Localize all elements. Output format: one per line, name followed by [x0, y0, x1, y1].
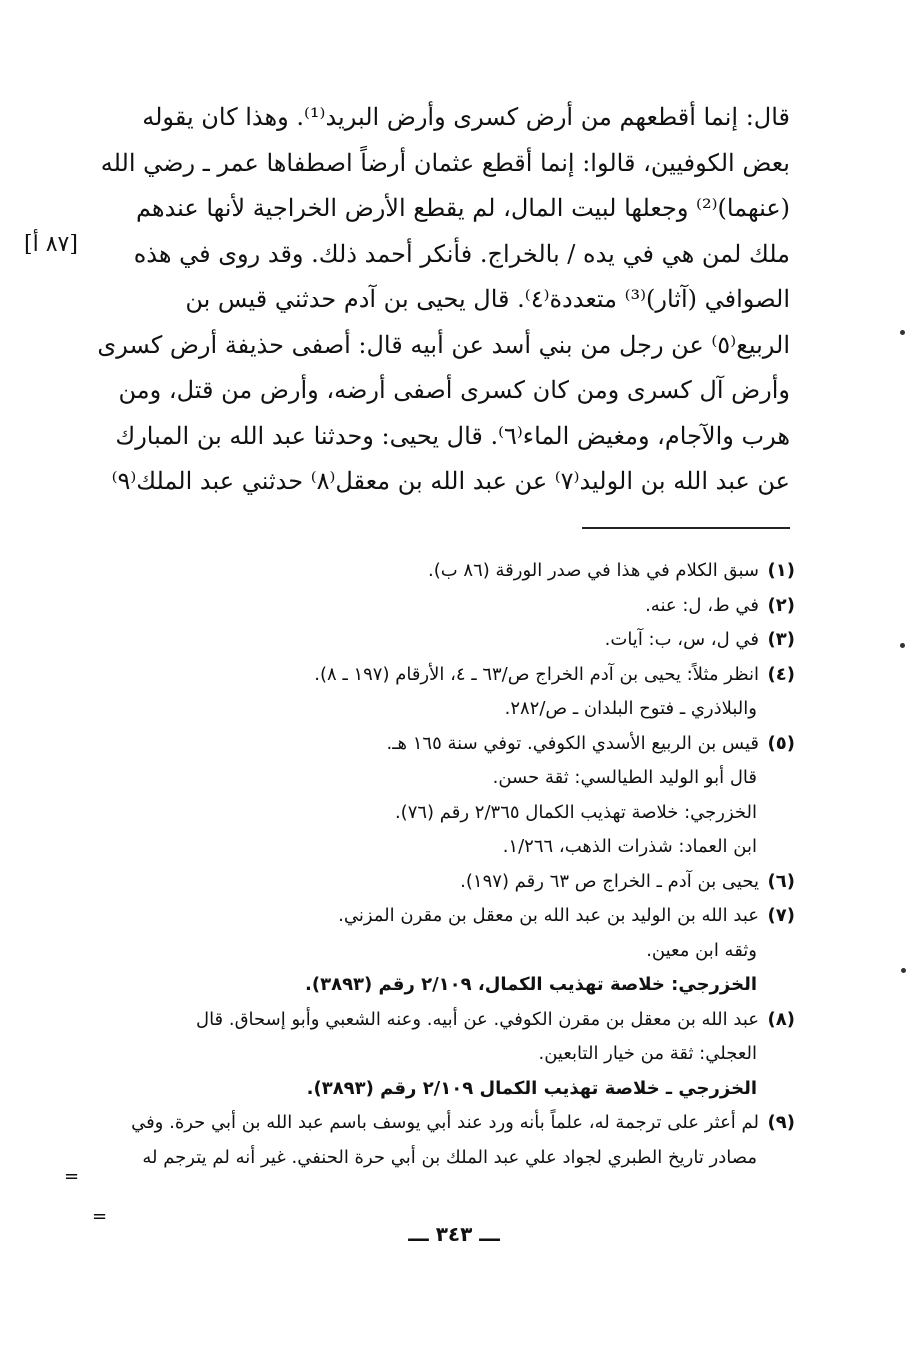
footnote-text: والبلاذري ـ فتوح البلدان ـ ص/٢٨٢.: [504, 698, 757, 719]
scan-speck: [901, 968, 906, 973]
footnote-text: عبد الله بن الوليد بن عبد الله بن معقل بن مقرن المزني.: [338, 905, 759, 926]
footnote-line: [60, 761, 795, 796]
footnote-text: وثقه ابن معين.: [646, 939, 757, 961]
footnote-line: [60, 865, 795, 900]
footnote-line: [60, 554, 795, 589]
manuscript-folio-reference: [٨٧ أ]: [24, 232, 78, 257]
footnote-text: الخزرجي: خلاصة تهذيب الكمال ٢/٣٦٥ رقم (٧٦).: [394, 801, 757, 823]
footnote-number: (٦): [767, 870, 795, 892]
main-text-line: ملك لمن هي في يده / بالخراج. فأنكر أحمد ذلك. وقد روى في هذه: [133, 239, 790, 268]
main-text-line: (عنهما)⁽²⁾ وجعلها لبيت المال، لم يقطع الأرض الخراجية لأنها عندهم: [135, 194, 790, 222]
footnote-line: [60, 658, 795, 693]
footnotes-block: [60, 554, 795, 1175]
footnote-line: [60, 899, 795, 934]
footnote-text: لم أعثر على ترجمة له، علماً بأنه ورد عند أبي يوسف باسم عبد الله بن أبي حرة. وفي: [131, 1112, 759, 1133]
footnote-text: في ط، ل: عنه.: [645, 594, 759, 616]
footnote-text: سبق الكلام في هذا في صدر الورقة (٨٦ ب).: [428, 560, 759, 581]
footnote-number: (٢): [767, 594, 795, 616]
main-text-line: وأرض آل كسرى ومن كان كسرى أصفى أرضه، وأرض من قتل، ومن: [118, 376, 790, 404]
footnote-number: (١): [767, 560, 795, 581]
scan-speck: [900, 643, 905, 648]
footnote-text: الخزرجي: خلاصة تهذيب الكمال، ٢/١٠٩ رقم (٣٨٩٣).: [305, 974, 757, 995]
footnote-line: [60, 830, 795, 865]
footnote-line: [60, 968, 795, 1003]
footnote-text: قال أبو الوليد الطيالسي: ثقة حسن.: [492, 767, 757, 788]
continuation-mark: =: [92, 1206, 108, 1227]
footnote-line: [60, 623, 795, 658]
footnote-number: (٨): [767, 1008, 795, 1030]
footnote-number: (٧): [767, 905, 795, 926]
footnote-line: [60, 934, 795, 969]
footnote-line: [60, 727, 795, 762]
page-number: ـــ ٣٤٣ ـــ: [408, 1222, 500, 1246]
footnote-number: (٥): [767, 732, 795, 754]
main-text-line: قال: إنما أقطعهم من أرض كسرى وأرض البريد⁽¹⁾. وهذا كان يقوله: [142, 103, 790, 131]
footnote-line: [60, 1003, 795, 1038]
footnote-line: [60, 796, 795, 831]
footnote-separator: [582, 527, 790, 529]
footnote-text: قيس بن الربيع الأسدي الكوفي. توفي سنة ١٦٥ هـ.: [386, 732, 759, 754]
main-text-block: [90, 95, 790, 505]
main-text-line: عن عبد الله بن الوليد⁽٧⁾ عن عبد الله بن معقل⁽٨⁾ حدثني عبد الملك⁽٩⁾: [111, 467, 790, 495]
main-text-line: الصوافي (آثار)⁽³⁾ متعددة⁽٤⁾. قال يحيى بن آدم حدثني قيس بن: [185, 285, 790, 313]
footnote-text: انظر مثلاً: يحيى بن آدم الخراج ص/٦٣ ـ ٤، الأرقام (١٩٧ ـ ٨).: [314, 663, 759, 685]
footnote-line: [60, 1037, 795, 1072]
footnote-number: (٣): [767, 629, 795, 650]
footnote-number: (٤): [767, 663, 795, 685]
footnote-line: [60, 589, 795, 624]
footnote-text: ابن العماد: شذرات الذهب، ١/٢٦٦.: [502, 836, 757, 857]
footnote-line: [60, 1106, 795, 1141]
footnote-text: يحيى بن آدم ـ الخراج ص ٦٣ رقم (١٩٧).: [460, 870, 759, 892]
main-text-line: الربيع⁽٥⁾ عن رجل من بني أسد عن أبيه قال: أصفى حذيفة أرض كسرى: [97, 330, 790, 359]
footnote-line: [60, 1141, 795, 1176]
main-text-line: بعض الكوفيين، قالوا: إنما أقطع عثمان أرضاً اصطفاها عمر ـ رضي الله: [100, 148, 790, 177]
footnote-number: (٩): [767, 1112, 795, 1133]
footnote-text: في ل، س، ب: آيات.: [604, 629, 759, 650]
continuation-mark: =: [64, 1166, 80, 1187]
footnote-line: [60, 692, 795, 727]
footnote-line: [60, 1072, 795, 1107]
footnote-text: الخزرجي ـ خلاصة تهذيب الكمال ٢/١٠٩ رقم (٣٨٩٣).: [306, 1077, 757, 1099]
scan-speck: [900, 330, 905, 335]
footnote-text: مصادر تاريخ الطبري لجواد علي عبد الملك بن أبي حرة الحنفي. غير أنه لم يترجم له: [142, 1146, 757, 1168]
main-text-line: هرب والآجام، ومغيض الماء⁽٦⁾. قال يحيى: وحدثنا عبد الله بن المبارك: [115, 421, 790, 450]
footnote-text: عبد الله بن معقل بن مقرن الكوفي. عن أبيه. وعنه الشعبي وأبو إسحاق. قال: [195, 1008, 759, 1030]
footnote-text: العجلي: ثقة من خيار التابعين.: [538, 1043, 757, 1064]
